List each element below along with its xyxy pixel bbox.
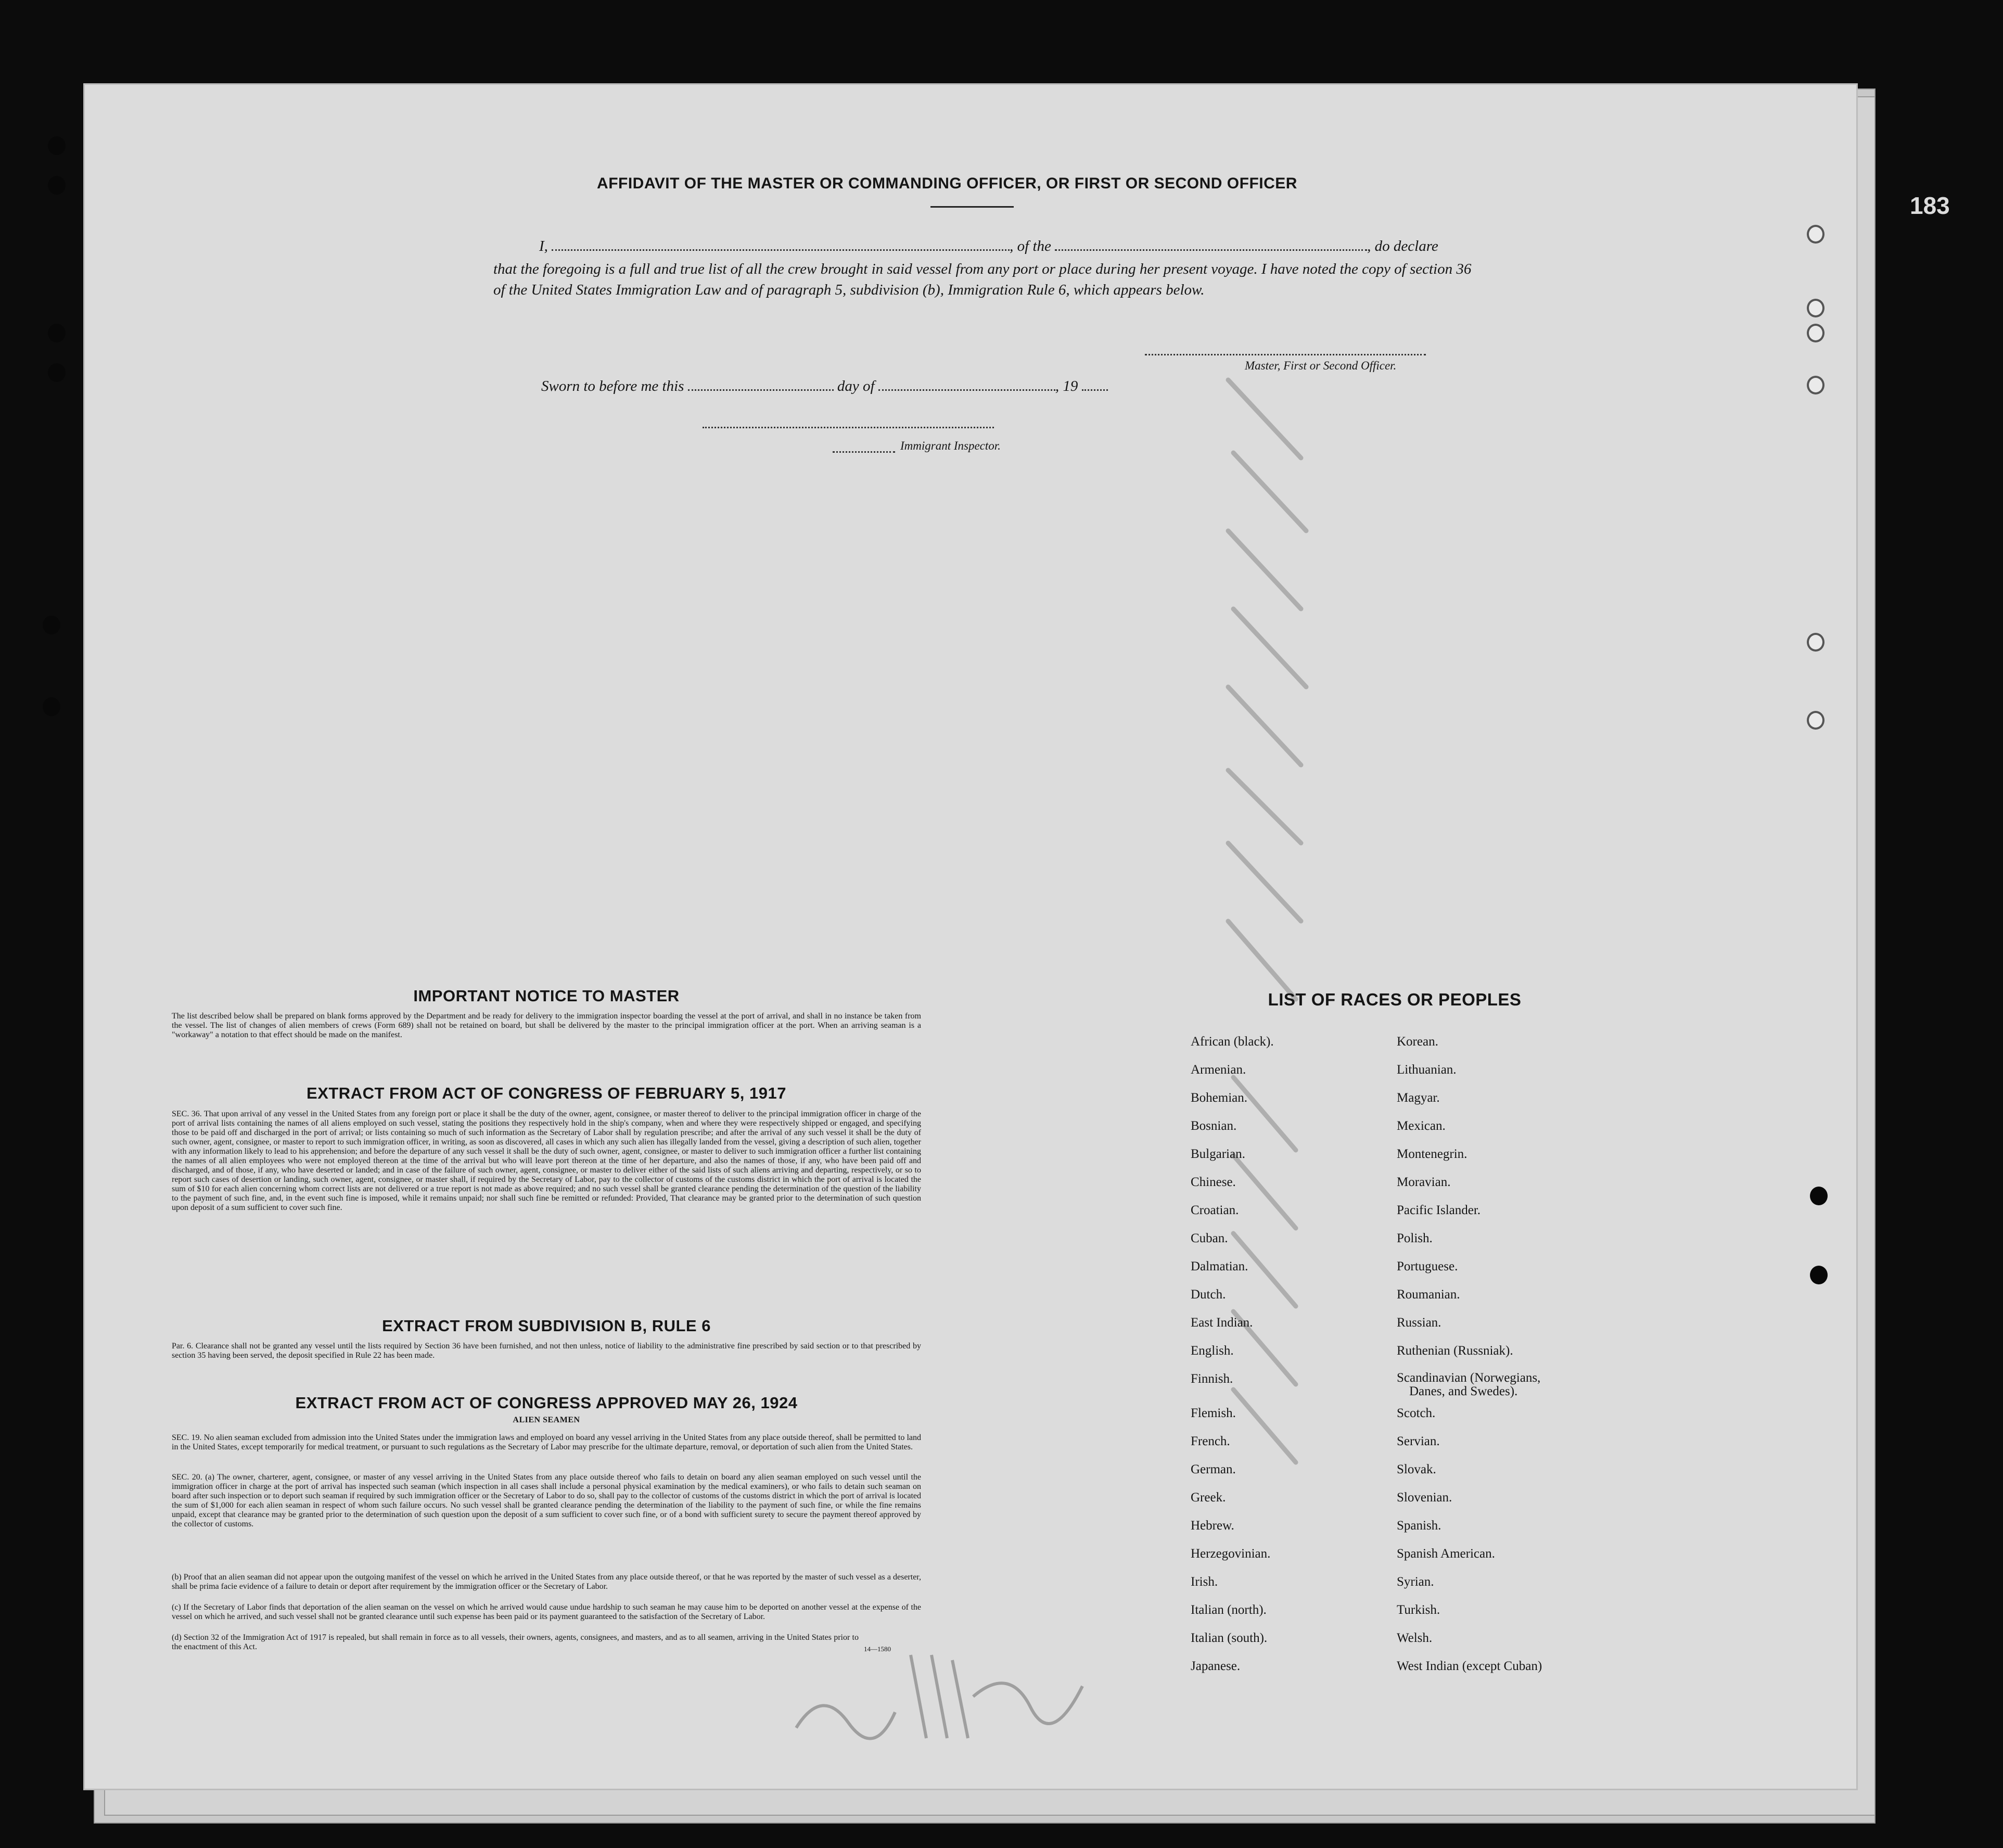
races-right-list <box>1397 1035 1688 1680</box>
extract-1917-body: SEC. 36. That upon arrival of any vessel in the United States from any foreign port or place it shall be the duty of the owner, agent, consignee, or master thereof to deliver to the principal immigration officer in charge of the port of arrival lists containing the names of all aliens employed on such vessel, stating the positions they respectively hold in the ship's company, when and where they were respectively shipped or engaged, and specifying those to be paid off and discharged in the port of arrival; or lists containing so much of such information as the Secretary of Labor shall by regulation prescribe; and after the arrival of any such vessel it shall be the duty of such owner, agent, consignee, or master to report to such immigration officer, in writing, as soon as discovered, all cases in which any such alien has illegally landed from the vessel, giving a description of such alien, together with any information likely to lead to his apprehension; and before the departure of any such vessel it shall be the duty of such owner, agent, consignee, or master to deliver to such immigration officer a further list containing the names of all alien employees who were not employed thereon at the time of the arrival but who will leave port thereon at the time of her departure, and also the names of those, if any, who have been paid off and discharged, and of those, if any, who have deserted or landed; and in case of the failure of such owner, agent, consignee, or master to deliver either of the said lists of such aliens arriving and departing, respectively, or so to report such cases of desertion or landing, such owner, agent, consignee, or master shall, if required by the Secretary of Labor, pay to the collector of customs of the customs district in which the port of arrival is located the sum of $10 for each alien concerning whom correct lists are not delivered or a true report is not made as above required; and no such vessel shall be granted clearance pending the determination of the question of the liability to the payment of such fine, and, in the event such fine is imposed, while it remains unpaid; nor shall such fine be remitted or refunded: Provided, That clearance may be granted prior to the determination of such question upon deposit of a sum sufficient to cover such fine. <box>172 1110 921 1212</box>
master-signature-field[interactable] <box>1145 354 1426 355</box>
race-item: Moravian. <box>1397 1175 1451 1189</box>
binder-hole <box>1810 1187 1828 1205</box>
race-item: Scandinavian (Norwegians, <box>1397 1371 1541 1385</box>
race-item: Polish. <box>1397 1231 1433 1245</box>
race-item: Italian (south). <box>1191 1631 1268 1645</box>
race-item: Ruthenian (Russniak). <box>1397 1344 1513 1358</box>
race-item: Slovenian. <box>1397 1490 1452 1505</box>
race-item: Armenian. <box>1191 1063 1246 1077</box>
race-item: Scotch. <box>1397 1406 1436 1420</box>
race-item: Croatian. <box>1191 1203 1239 1217</box>
binder-hole <box>48 363 66 382</box>
race-item: Herzegovinian. <box>1191 1547 1271 1561</box>
race-item: Magyar. <box>1397 1091 1440 1105</box>
extract-rule6-title: EXTRACT FROM SUBDIVISION B, RULE 6 <box>382 1317 711 1335</box>
affidavit-line-1 <box>539 238 1438 255</box>
extract-1924-sec20a: SEC. 20. (a) The owner, charterer, agent, consignee, or master of any vessel arriving in the United States from any place outside thereof who fails to detain on board any alien seaman employed on such vessel until the immigration officer in charge at the port of arrival has inspected such seaman (which inspection in all cases shall include a personal physical examination by the medical examiners), or who fails to detain such seaman on board after such inspection or to deport such seaman if required by such immigration officer or the Secretary of Labor to do so, shall pay to the collector of customs of the customs district in which the port of arrival is located the sum of $1,000 for each alien seaman in respect of whom such failure occurs. No such vessel shall be granted clearance pending the determination of the liability to the payment of such fine, or while the fine remains unpaid, except that clearance may be granted prior to the determination of such question upon the deposit of a sum sufficient to cover such fine, or of a bond with sufficient surety to secure the payment thereof approved by the collector of customs. <box>172 1473 921 1528</box>
extract-1924-sec20d: (d) Section 32 of the Immigration Act of 1917 is repealed, but shall remain in force as to all vessels, their owners, agents, consignees, and masters, and as to all seamen, arriving in the United States prior to the enactment of this Act. <box>172 1633 859 1651</box>
race-item: Slovak. <box>1397 1462 1436 1476</box>
page-number: 183 <box>1910 192 1950 219</box>
race-item: Hebrew. <box>1191 1519 1234 1533</box>
race-item: African (black). <box>1191 1035 1274 1049</box>
affidavit-statement: that the foregoing is a full and true list of all the crew brought in said vessel from any port or place during her present voyage. I have noted the copy of section 36 of the United States Immigration Law and of paragraph 5, subdivision (b), Immigration Rule 6, which appears below. <box>493 261 1472 298</box>
race-item: French. <box>1191 1434 1230 1448</box>
race-item: Irish. <box>1191 1575 1218 1589</box>
binder-hole <box>1810 1266 1828 1284</box>
race-item: East Indian. <box>1191 1316 1253 1330</box>
form-code: 14—1580 <box>864 1645 891 1653</box>
race-item: Russian. <box>1397 1316 1441 1330</box>
race-item: Dalmatian. <box>1191 1259 1248 1273</box>
inspector-signature-lead <box>833 451 895 453</box>
sworn-month-field[interactable] <box>878 389 1055 391</box>
sworn-text: Sworn to before me this <box>541 378 684 394</box>
extract-1917-title: EXTRACT FROM ACT OF CONGRESS OF FEBRUARY 5, 1917 <box>307 1084 786 1102</box>
binder-hole <box>48 176 66 195</box>
race-item: Pacific Islander. <box>1397 1203 1481 1217</box>
affidavit-i: I, <box>539 238 548 254</box>
binder-hole <box>1807 324 1825 342</box>
race-item: Danes, and Swedes). <box>1409 1384 1518 1398</box>
races-title: LIST OF RACES OR PEOPLES <box>1268 990 1522 1009</box>
binder-hole <box>43 616 60 634</box>
binder-hole <box>1807 225 1825 244</box>
sworn-line <box>541 378 1108 395</box>
inspector-label: Immigrant Inspector. <box>900 439 1001 452</box>
extract-1924-sec20b: (b) Proof that an alien seaman did not appear upon the outgoing manifest of the vessel on which he arrived in the United States from any place outside thereof, or that he was reported by the master of such vessel as a deserter, shall be prima facie evidence of a failure to detain or deport after requirement by the immigration officer or the Secretary of Labor. <box>172 1573 921 1591</box>
affidavit-title: AFFIDAVIT OF THE MASTER OR COMMANDING OFFICER, OR FIRST OR SECOND OFFICER <box>597 175 1297 192</box>
race-item: English. <box>1191 1344 1234 1358</box>
race-item: Flemish. <box>1191 1406 1236 1420</box>
race-item: Servian. <box>1397 1434 1440 1448</box>
race-item: Portuguese. <box>1397 1259 1458 1273</box>
race-item: Finnish. <box>1191 1372 1233 1386</box>
sworn-day-field[interactable] <box>688 389 834 391</box>
race-item: Bosnian. <box>1191 1119 1237 1133</box>
race-item: German. <box>1191 1462 1236 1476</box>
race-item: Welsh. <box>1397 1631 1433 1645</box>
extract-1924-sec20c: (c) If the Secretary of Labor finds that deportation of the alien seaman on the vessel on which he arrived would cause undue hardship to such seaman he may cause him to be deported on another vessel at the expense of the vessel on which he arrived, and such vessel shall not be granted clearance until such expense has been paid or its payment guaranteed to the satisfaction of the Secretary of Labor. <box>172 1603 921 1621</box>
race-item: Spanish. <box>1397 1519 1441 1533</box>
extract-1924-title: EXTRACT FROM ACT OF CONGRESS APPROVED MAY 26, 1924 <box>295 1394 798 1412</box>
vessel-name-field[interactable] <box>1055 249 1367 251</box>
binder-hole <box>48 324 66 342</box>
binder-hole <box>1807 376 1825 394</box>
extract-1924-sec19: SEC. 19. No alien seaman excluded from admission into the United States under the immigration laws and employed on board any vessel arriving in the United States from any place outside thereof, shall be permitted to land in the United States, except temporarily for medical treatment, or pursuant to such regulations as the Secretary of Labor may prescribe for the ultimate departure, removal, or deportation of such alien from the United States. <box>172 1433 921 1451</box>
binder-hole <box>48 136 66 155</box>
extract-rule6-body: Par. 6. Clearance shall not be granted any vessel until the lists required by Section 36 have been furnished, and not then unless, notice of liability to the administrative fine prescribed by said section or to that prescribed by section 35 having been served, the deposit specified in Rule 22 has been made. <box>172 1342 921 1360</box>
race-item: Korean. <box>1397 1035 1438 1049</box>
sworn-day-of: day of <box>837 378 875 394</box>
notice-body: The list described below shall be prepared on blank forms approved by the Department and be ready for delivery to the immigration inspector boarding the vessel at the port of arrival, and shall in no instance be taken from the vessel. The list of changes of alien members of crews (Form 689) shall not be retained on board, but shall be delivered by the master to the principal immigration officer at the port. When an arriving seaman is a "workaway" a notation to that effect should be made on the manifest. <box>172 1012 921 1039</box>
affidavit-declare: , do declare <box>1367 238 1438 254</box>
race-item: Roumanian. <box>1397 1288 1460 1302</box>
title-underline <box>930 206 1014 208</box>
race-item: Montenegrin. <box>1397 1147 1468 1161</box>
binder-hole <box>43 697 60 716</box>
sworn-year-field[interactable] <box>1082 389 1108 391</box>
race-item: Cuban. <box>1191 1231 1228 1245</box>
extract-1924-subtitle: ALIEN SEAMEN <box>513 1416 580 1424</box>
race-item: Dutch. <box>1191 1288 1226 1302</box>
race-item: Italian (north). <box>1191 1603 1267 1617</box>
binder-hole <box>1807 711 1825 730</box>
race-item: Chinese. <box>1191 1175 1236 1189</box>
master-signature-label: Master, First or Second Officer. <box>1245 359 1397 372</box>
affidavit-of-the: , of the <box>1010 238 1051 254</box>
race-item: Spanish American. <box>1397 1547 1495 1561</box>
race-item: Bohemian. <box>1191 1091 1248 1105</box>
master-name-field[interactable] <box>552 249 1010 251</box>
sworn-year: , 19 <box>1055 378 1078 394</box>
binder-hole <box>1807 299 1825 317</box>
notice-title: IMPORTANT NOTICE TO MASTER <box>413 987 680 1005</box>
race-item: Turkish. <box>1397 1603 1440 1617</box>
inspector-signature-field[interactable] <box>703 427 994 428</box>
race-item: Lithuanian. <box>1397 1063 1457 1077</box>
race-item: Mexican. <box>1397 1119 1446 1133</box>
race-item: Japanese. <box>1191 1659 1241 1673</box>
race-item: Bulgarian. <box>1191 1147 1245 1161</box>
race-item: Greek. <box>1191 1490 1226 1505</box>
race-item: Syrian. <box>1397 1575 1434 1589</box>
binder-hole <box>1807 633 1825 652</box>
race-item: West Indian (except Cuban) <box>1397 1659 1542 1673</box>
